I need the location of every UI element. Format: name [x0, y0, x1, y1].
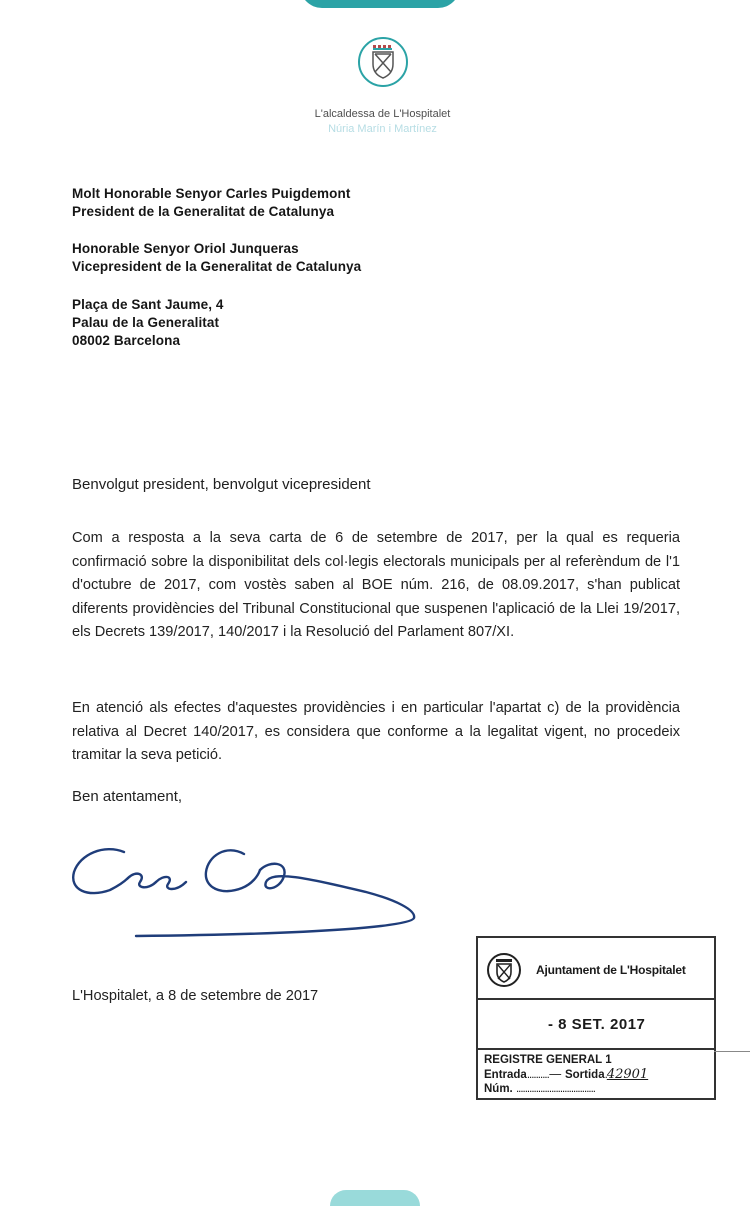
- entrada-label: Entrada: [484, 1068, 527, 1081]
- stamp-organization: Ajuntament de L'Hospitalet: [536, 963, 686, 977]
- recipient-president: [72, 185, 350, 221]
- stamp-header: [478, 938, 714, 1000]
- stamp-coat-of-arms-icon: [486, 952, 522, 988]
- handwritten-signature: [66, 838, 436, 948]
- letter-place-date: L'Hospitalet, a 8 de setembre de 2017: [72, 988, 319, 1004]
- scan-line: [714, 1051, 750, 1052]
- entrada-value: —: [548, 1066, 562, 1082]
- letter-paragraph-2: En atenció als efectes d'aquestes providències i en particular l'apartat c) de la providència relativa al Decret 140/2017, es considera que conforme a la legalitat vigent, no procedeix tramitar la seva petició.: [72, 700, 680, 763]
- address-line: Plaça de Sant Jaume, 4: [72, 297, 224, 312]
- recipient-vicepresident: [72, 240, 361, 276]
- entrada-dots: ..........: [526, 1068, 549, 1081]
- register-entries: Entrada..........— Sortida.42901: [484, 1066, 649, 1082]
- register-title: REGISTRE GENERAL 1: [484, 1054, 612, 1066]
- sortida-label: Sortida: [564, 1068, 605, 1081]
- num-dots: ....................................: [515, 1083, 595, 1095]
- header-decoration: [300, 0, 460, 8]
- address-line: 08002 Barcelona: [72, 333, 181, 348]
- stamp-register: [478, 1048, 714, 1098]
- letter-closing: Ben atentament,: [72, 788, 183, 805]
- recipient-address: [72, 296, 224, 350]
- num-label: Núm.: [484, 1083, 513, 1095]
- mayor-title: L'alcaldessa de L'Hospitalet: [314, 108, 451, 120]
- recipient-line: Vicepresident de la Generalitat de Catalunya: [72, 259, 362, 274]
- recipient-line: Molt Honorable Senyor Carles Puigdemont: [72, 186, 351, 201]
- letter-greeting: Benvolgut president, benvolgut vicepresident: [72, 476, 371, 493]
- mayor-name: Núria Marín i Martínez: [328, 123, 437, 135]
- registry-stamp: [476, 936, 716, 1100]
- register-number: [484, 1082, 714, 1097]
- letter-paragraph-1: Com a resposta a la seva carta de 6 de setembre de 2017, per la qual es requeria confirmació sobre la disponibilitat dels col·legis electorals municipals per al referèndum de l'1 d'octubre de 2017, com vostès saben al BOE núm. 216, de 08.09.2017, s'han publicat diferents providències del Tribunal Constitucional que suspenen l'aplicació de la Llei 19/2017, els Decrets 139/2017, 140/2017 i la Resolució del Parlament 807/XI.: [72, 530, 680, 640]
- recipient-line: Honorable Senyor Oriol Junqueras: [72, 241, 299, 256]
- stamp-date: - 8 SET. 2017: [548, 1016, 646, 1033]
- recipient-line: President de la Generalitat de Catalunya: [72, 204, 335, 219]
- city-coat-of-arms-icon: [357, 36, 409, 88]
- footer-decoration: [330, 1190, 420, 1206]
- address-line: Palau de la Generalitat: [72, 315, 220, 330]
- sortida-value: 42901: [606, 1066, 649, 1082]
